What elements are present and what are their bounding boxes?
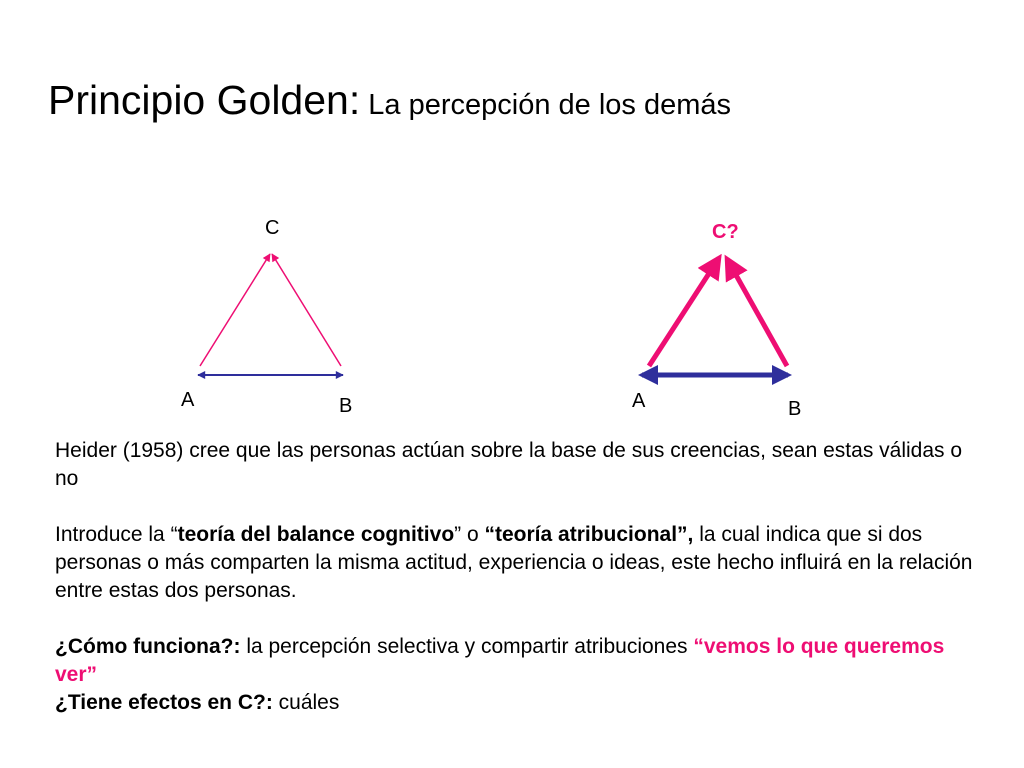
title-main: Principio Golden:	[48, 77, 361, 123]
theory-atribucional: “teoría atribucional”,	[484, 523, 694, 546]
question-effects-label: ¿Tiene efectos en C?:	[55, 691, 273, 714]
paragraph-heider: Heider (1958) cree que las personas actúan sobre la base de sus creencias, sean estas válidas o no	[55, 439, 963, 490]
body-text	[55, 437, 985, 717]
quote-vemos-lo-que-queremos-ver: “vemos lo que queremos ver”	[55, 635, 945, 686]
theory-description: la cual indica que si dos personas o más comparten la misma actitud, experiencia o ideas, este hecho influirá en la relación entre estas dos personas.	[55, 523, 973, 602]
question-how-label: ¿Cómo funciona?:	[55, 635, 241, 658]
paragraph-theory	[55, 521, 985, 605]
theory-connector: ” o	[454, 523, 485, 546]
right-label-c: C?	[712, 221, 739, 243]
question-effects-answer: cuáles	[272, 691, 340, 714]
left-arrow-a-to-c	[200, 254, 270, 366]
left-triangle	[181, 217, 352, 417]
theory-balance-cognitivo: teoría del balance cognitivo	[177, 523, 455, 546]
left-arrow-b-to-c	[272, 254, 341, 366]
question-effects-on-c	[55, 689, 985, 717]
right-label-b: B	[788, 398, 802, 420]
question-how-it-works	[55, 633, 985, 689]
right-arrow-a-to-c	[649, 258, 719, 366]
right-triangle	[632, 221, 801, 420]
left-label-c: C	[265, 217, 280, 239]
right-label-a: A	[632, 390, 646, 412]
title-subtitle: La percepción de los demás	[360, 89, 732, 121]
left-label-b: B	[339, 395, 353, 417]
left-label-a: A	[181, 389, 195, 411]
right-arrow-b-to-c	[727, 259, 787, 366]
theory-intro: Introduce la “	[55, 523, 178, 546]
question-how-answer: la percepción selectiva y compartir atribuciones	[240, 635, 694, 658]
